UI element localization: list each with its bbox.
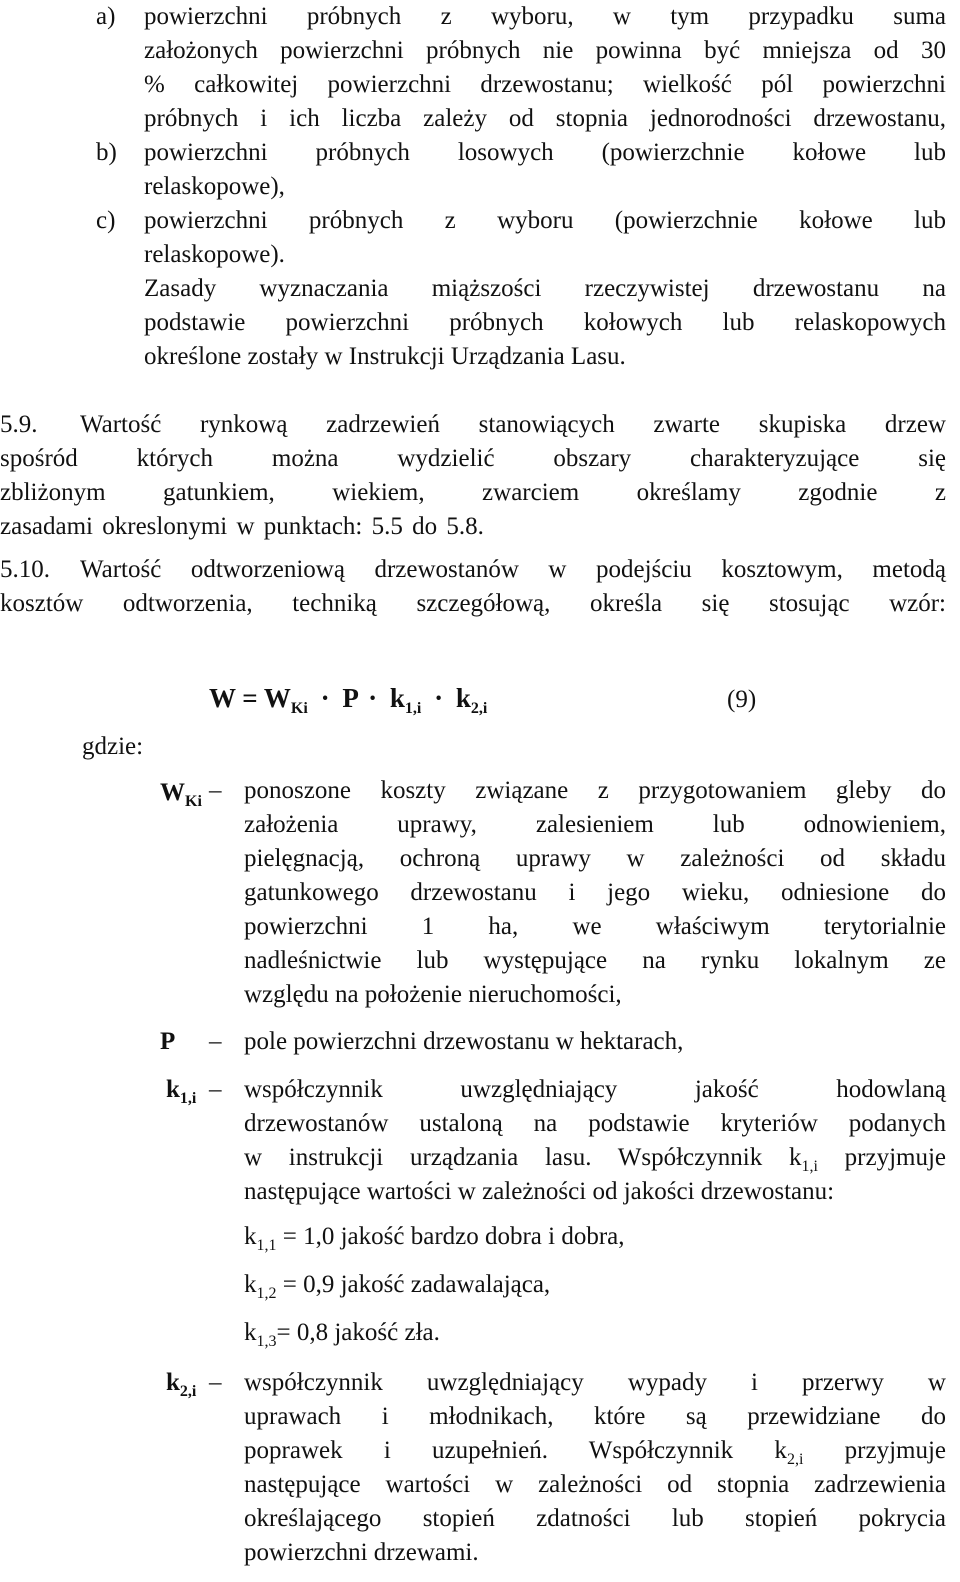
k-letter: k	[244, 1223, 257, 1250]
multiply-dot: ·	[434, 683, 444, 713]
text-line: próbnych i ich liczba zależy od stopnia jednorodności drzewostanu,	[144, 105, 946, 132]
section-number: 5.9.	[0, 411, 38, 438]
text-line: Wartość odtworzeniową drzewostanów w podejściu kosztowym, metodą	[80, 556, 946, 583]
definition-dash: –	[209, 1076, 222, 1103]
text-line: gatunkowego drzewostanu i jego wieku, odniesione do	[244, 879, 946, 906]
list-marker: c)	[96, 207, 116, 234]
term-subscript: 2,i	[179, 1383, 197, 1400]
text-line: współczynnik uwzględniający wypady i przerwy w	[244, 1369, 946, 1396]
k-value-text: = 0,9 jakość zadawalająca,	[276, 1271, 551, 1298]
list-item-text	[144, 0, 946, 136]
definition-dash: –	[209, 1028, 222, 1055]
text-line: powierzchni próbnych losowych (powierzchnie kołowe lub	[144, 139, 946, 166]
definition-text-wki	[244, 774, 946, 1012]
k-letter: k	[244, 1271, 257, 1298]
list-item-text	[144, 204, 946, 272]
term-letter: k	[166, 1076, 180, 1103]
text-span: przyjmuje	[803, 1437, 947, 1464]
text-line: określone zostały w Instrukcji Urządzania Lasu.	[144, 343, 626, 370]
text-line: względu na położenie nieruchomości,	[244, 981, 622, 1008]
formula-number: (9)	[727, 686, 757, 713]
list-marker: b)	[96, 139, 117, 166]
formula-k1: k	[389, 683, 405, 713]
text-line: zasadami okreslonymi w punktach: 5.5 do 5.8.	[0, 513, 484, 540]
text-line: % całkowitej powierzchni drzewostanu; wielkość pól powierzchni	[144, 71, 946, 98]
multiply-dot: ·	[320, 683, 330, 713]
text-line	[244, 1434, 946, 1468]
text-span: przyjmuje	[817, 1144, 947, 1171]
text-line: pielęgnacją, ochroną uprawy w zależności od składu	[244, 845, 946, 872]
k-letter: k	[244, 1319, 257, 1346]
definition-term-wki	[160, 776, 202, 810]
section-5-9	[0, 408, 946, 544]
text-line: podstawie powierzchni próbnych kołowych lub relaskopowych	[144, 309, 946, 336]
text-line: określającego stopień zdatności lub stopień pokrycia	[244, 1505, 946, 1532]
k-subscript: 1,3	[256, 1333, 277, 1350]
text-line: relaskopowe).	[144, 241, 285, 268]
text-line: kosztów odtworzenia, techniką szczegółową, określa się stosując wzór:	[0, 590, 946, 617]
term-subscript: Ki	[185, 793, 202, 810]
text-line: Wartość rynkową zadrzewień stanowiących zwarte skupiska drzew	[80, 411, 946, 438]
text-line: założenia uprawy, zalesieniem lub odnowieniem,	[244, 811, 946, 838]
section-first-line	[0, 408, 946, 442]
text-line: następujące wartości w zależności od stopnia zadrzewienia	[244, 1471, 946, 1498]
list-marker: a)	[96, 3, 116, 30]
text-line: powierzchni próbnych z wyboru (powierzchnie kołowe lub	[144, 207, 946, 234]
definition-text-k2	[244, 1366, 946, 1570]
text-line: Zasady wyznaczania miąższości rzeczywistej drzewostanu na	[144, 275, 946, 302]
text-line: zbliżonym gatunkiem, wiekiem, zwarciem określamy zgodnie z	[0, 479, 946, 506]
k-subscript: 1,2	[256, 1285, 277, 1302]
text-line: spośród których można wydzielić obszary charakteryzujące się	[0, 445, 946, 472]
k-subscript: 1,1	[256, 1237, 277, 1254]
k1-value-2	[244, 1268, 550, 1302]
term-letter: k	[166, 1369, 180, 1396]
text-line: założonych powierzchni próbnych nie powinna być mniejsza od 30	[144, 37, 946, 64]
text-span: poprawek i uzupełnień. Współczynnik k	[244, 1437, 787, 1464]
text-span: w instrukcji urządzania lasu. Współczynnik k	[244, 1144, 802, 1171]
definition-dash: –	[209, 777, 222, 804]
multiply-dot: ·	[368, 683, 378, 713]
text-line: relaskopowe),	[144, 173, 285, 200]
definition-dash: –	[209, 1369, 222, 1396]
definition-term-k1	[166, 1073, 196, 1107]
formula	[209, 681, 487, 715]
formula-subscript: 2,i	[470, 700, 488, 717]
formula-lhs: W = W	[209, 683, 291, 713]
text-subscript: 2,i	[786, 1451, 804, 1468]
note-paragraph	[144, 272, 946, 374]
k1-value-3	[244, 1316, 440, 1350]
term-letter: W	[160, 779, 185, 806]
text-line: powierzchni próbnych z wyboru, w tym przypadku suma	[144, 3, 946, 30]
text-line: powierzchni 1 ha, we właściwym terytorialnie	[244, 913, 946, 940]
definition-text-k1	[244, 1073, 946, 1209]
formula-k2: k	[455, 683, 471, 713]
formula-subscript: 1,i	[404, 700, 422, 717]
k-value-text: = 1,0 jakość bardzo dobra i dobra,	[276, 1223, 625, 1250]
definition-term-k2	[166, 1366, 196, 1400]
k-value-text: = 0,8 jakość zła.	[276, 1319, 440, 1346]
definition-term-p: P	[160, 1028, 176, 1055]
definition-text-p: pole powierzchni drzewostanu w hektarach,	[244, 1028, 684, 1055]
text-line	[244, 1141, 946, 1175]
text-line: drzewostanów ustaloną na podstawie kryteriów podanych	[244, 1110, 946, 1137]
text-line: ponoszone koszty związane z przygotowaniem gleby do	[244, 777, 946, 804]
text-subscript: 1,i	[801, 1158, 818, 1175]
term-subscript: 1,i	[179, 1090, 197, 1107]
section-first-line	[0, 553, 946, 587]
text-line: współczynnik uwzględniający jakość hodowlaną	[244, 1076, 946, 1103]
formula-subscript: Ki	[290, 700, 308, 717]
text-line: powierzchni drzewami.	[244, 1539, 479, 1566]
formula-p: P	[342, 683, 358, 713]
section-5-10	[0, 553, 946, 621]
text-line: nadleśnictwie lub występujące na rynku lokalnym ze	[244, 947, 946, 974]
section-number: 5.10.	[0, 556, 50, 583]
text-line: uprawach i młodnikach, które są przewidziane do	[244, 1403, 946, 1430]
gdzie-label: gdzie:	[82, 733, 144, 760]
list-item-text	[144, 136, 946, 204]
k1-value-1	[244, 1220, 625, 1254]
text-line: następujące wartości w zależności od jakości drzewostanu:	[244, 1178, 835, 1205]
